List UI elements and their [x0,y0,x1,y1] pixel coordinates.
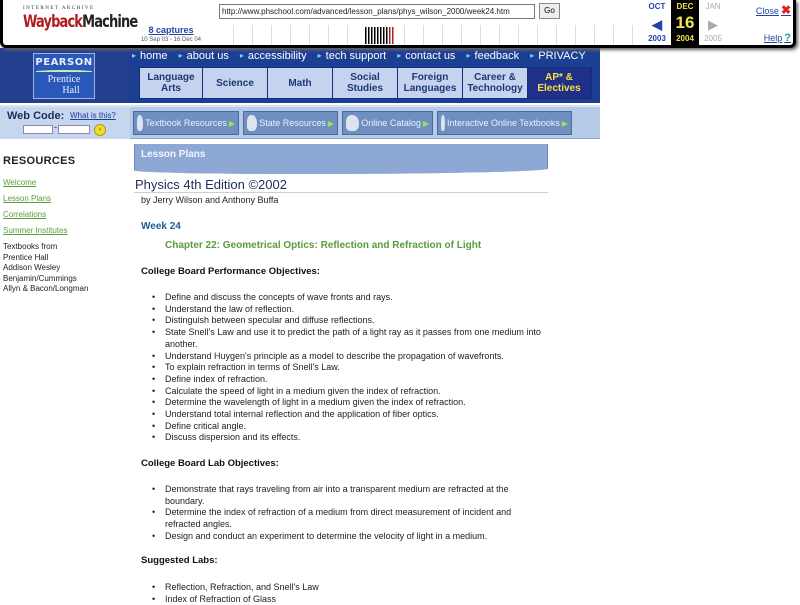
prev-capture[interactable] [643,0,671,46]
next-year: 2005 [704,34,722,43]
authors: by Jerry Wilson and Anthony Buffa [141,195,279,205]
sidebar-link-correlations[interactable]: Correlations [3,210,47,219]
arrow-right-icon: ▶ [228,118,235,128]
webcode-go-icon[interactable]: › [94,124,106,136]
captures-range: 10 Sep 03 - 16 Dec 04 [140,37,202,43]
prev-arrow-icon[interactable]: ◀ [652,17,662,32]
tab-foreign-languages[interactable]: Foreign Languages [398,68,462,98]
tab-ap-electives[interactable]: AP* & Electives [528,68,590,98]
tab-math[interactable]: Math [268,68,332,98]
logo-brand: PEARSON [35,57,93,68]
logo-name [34,74,94,96]
toplink-about-us[interactable]: ▸ about us [179,50,229,62]
interactive-textbooks-button[interactable] [437,111,572,135]
site-header [0,48,600,103]
logo-swoosh-icon [36,70,92,73]
section-heading-suggested-labs: Suggested Labs: [141,555,218,566]
tab-career-technology[interactable]: Career & Technology [463,68,527,98]
captures-link[interactable]: 8 captures [148,25,194,35]
textbooks-line: Allyn & Bacon/Longman [3,284,89,293]
prev-month: OCT [648,2,666,11]
capture-bars-current [389,27,395,44]
page-title: Physics 4th Edition ©2002 [135,177,287,192]
textbooks-line: Benjamin/Cummings [3,273,77,283]
current-month: DEC [676,2,694,11]
arrow-right-icon: ▶ [327,118,334,128]
webcode-input-2[interactable] [58,125,90,134]
pearson-prentice-hall-logo[interactable] [33,53,95,99]
list-item: • Determine the index of refraction of a medium from direct measurement of incident and refracted angles. [165,507,545,530]
current-day: 16 [675,13,695,32]
wayback-logo-main [23,12,138,32]
wayback-logo-a: Wayback [23,12,83,32]
pearson-logo-area [0,48,130,103]
toplink-contact-us[interactable]: ▸ contact us [397,50,455,62]
help-icon[interactable]: ? [784,32,791,44]
list-item: • Define index of refraction. [165,374,545,386]
resource-buttons [133,111,572,135]
lab-objectives-list [165,484,545,543]
toplink-home[interactable]: ▸ home [132,50,168,62]
list-item: • Demonstrate that rays traveling from air into a transparent medium are refracted at the boundary. [165,484,545,507]
wayback-logo-b: Machine [82,12,138,32]
webcode-separator: - [54,122,57,132]
list-item: • To explain refraction in terms of Snell's Law. [165,362,545,374]
list-item: • Index of Refraction of Glass [165,594,545,605]
textbooks-line: Prentice Hall [3,252,49,262]
performance-objectives-list [165,292,545,444]
interactive-textbooks-label: Interactive Online Textbooks [446,118,560,128]
textbooks-line: Addison Wesley [3,263,61,272]
current-year: 2004 [676,34,694,43]
prev-year: 2003 [648,34,666,43]
list-item: • Understand the law of reflection. [165,304,545,316]
sidebar-title: RESOURCES [3,155,76,167]
wayback-links [751,0,795,46]
wayback-go-button[interactable]: Go [539,3,560,19]
tab-science[interactable]: Science [203,68,267,98]
list-item: • Define critical angle. [165,421,545,433]
list-item: • Understand Huygen's principle as a model to describe the propagation of wavefronts. [165,351,545,363]
arrow-right-icon: ▶ [422,118,429,128]
toplink-feedback[interactable]: ▸ feedback [467,50,520,62]
help-button[interactable] [764,32,791,44]
wayback-url-input[interactable]: http://www.phschool.com/advanced/lesson_plans/phys_wilson_2000/week24.htm [219,4,535,19]
captures-info [131,25,211,43]
wayback-toolbar [0,0,796,48]
wayback-logo-top: INTERNET ARCHIVE [23,6,95,11]
webcode-input-1[interactable] [23,125,53,134]
list-item: • Understand total internal reflection and the application of fiber optics. [165,409,545,421]
logo-line2: Hall [62,85,80,96]
webcode-label: Web Code: [7,110,65,122]
list-item: • Define and discuss the concepts of wave fronts and rays. [165,292,545,304]
book-icon [137,115,143,131]
top-links [132,50,594,64]
help-label[interactable]: Help [763,33,783,43]
sidebar-link-summer-institutes[interactable]: Summer Institutes [3,226,68,235]
title-divider [134,192,548,193]
list-item: • State Snell's Law and use it to predict the path of a light ray as it passes from one medium into another. [165,327,545,350]
banner-label: Lesson Plans [141,149,206,160]
textbook-resources-button[interactable] [133,111,239,135]
list-item: • Determine the wavelength of light in a medium given the index of refraction. [165,397,545,409]
wayback-calendar [643,0,733,46]
online-catalog-button[interactable] [342,111,433,135]
list-item: • Design and conduct an experiment to determine the velocity of light in a medium. [165,531,545,543]
close-icon[interactable]: ✖ [780,3,791,17]
toplink-privacy[interactable]: ▸ PRIVACY [530,50,586,62]
next-capture [699,0,727,46]
lesson-plans-banner [134,144,548,174]
arrow-right-icon: ▶ [561,118,568,128]
current-capture [671,0,699,46]
capture-bars [365,27,389,44]
tab-language-arts[interactable]: Language Arts [140,68,202,98]
list-item: • Calculate the speed of light in a medium given the index of refraction. [165,386,545,398]
section-heading-lab: College Board Lab Objectives: [141,458,279,469]
mouse-icon [441,115,445,131]
us-map-icon [247,115,257,131]
close-label[interactable]: Close [755,6,779,16]
section-heading-performance: College Board Performance Objectives: [141,266,320,277]
list-item: • Distinguish between specular and diffuse reflections. [165,315,545,327]
toplink-tech-support[interactable]: ▸ tech support [318,50,387,62]
subject-tabs [139,67,592,99]
next-arrow-icon: ▶ [708,17,718,32]
what-is-this-link[interactable]: What is this? [70,111,116,120]
books-stack-icon [346,115,359,131]
resource-bar [0,105,600,139]
list-item: • Discuss dispersion and its effects. [165,432,545,444]
capture-sparkline[interactable] [215,25,639,45]
wayback-logo[interactable] [23,6,138,32]
online-catalog-label: Online Catalog [361,118,421,128]
state-resources-label: State Resources [259,118,326,128]
logo-line1: Prentice [47,74,81,85]
close-button[interactable] [756,3,791,17]
list-item: • Reflection, Refraction, and Snell's Law [165,582,545,594]
sidebar-link-lesson-plans[interactable]: Lesson Plans [3,194,52,203]
next-month: JAN [705,2,721,11]
tab-social-studies[interactable]: Social Studies [333,68,397,98]
sidebar-link-welcome[interactable]: Welcome [3,178,37,187]
week-heading: Week 24 [141,221,181,232]
suggested-labs-list [165,582,545,605]
webcode-panel [0,107,130,139]
toplink-accessibility[interactable]: ▸ accessibility [240,50,307,62]
textbooks-line: Textbooks from [3,242,58,251]
textbook-resources-label: Textbook Resources [145,118,227,128]
state-resources-button[interactable] [243,111,338,135]
chapter-heading: Chapter 22: Geometrical Optics: Reflection and Refraction of Light [165,240,482,251]
